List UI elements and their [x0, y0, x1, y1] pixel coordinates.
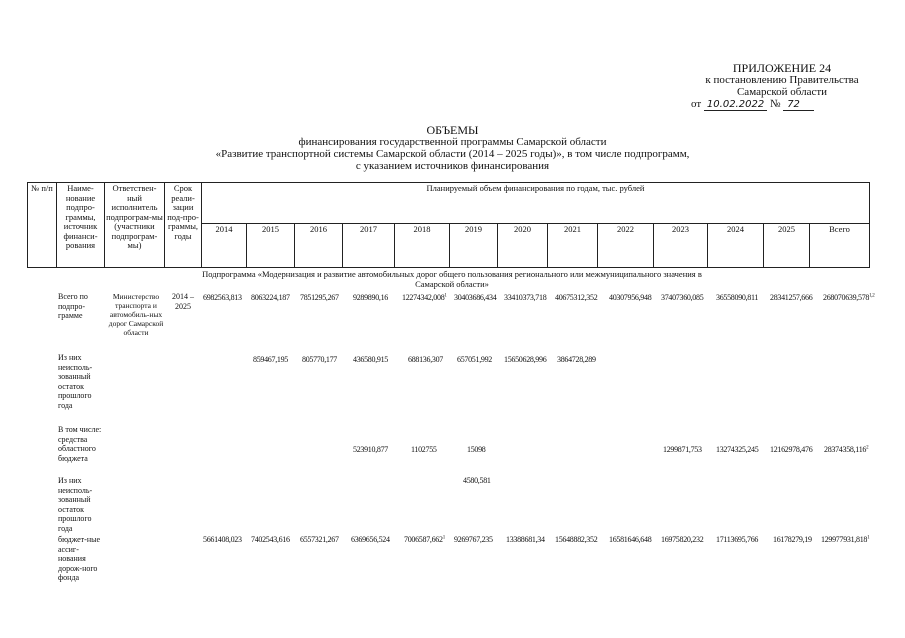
value-2014: 6982563,813 — [203, 293, 242, 302]
title-line1: финансирования государственной программы Самарской области — [298, 136, 607, 148]
value-2024: 13274325,245 — [716, 445, 759, 454]
value-2018 — [402, 293, 447, 302]
header-term: Срок реали-зации под-про-граммы, годы — [165, 183, 202, 268]
value-2025: 28341257,666 — [770, 293, 813, 302]
value-2018 — [404, 535, 445, 544]
value-2019: 15098 — [467, 445, 486, 454]
header-year: 2016 — [295, 224, 343, 268]
title-line2: «Развитие транспортной системы Самарской области (2014 – 2025 годы)», в том числе подпрограмм, — [215, 148, 690, 160]
header-year: 2023 — [654, 224, 708, 268]
header-year: 2020 — [498, 224, 548, 268]
value-total-amount: 129977931,818 — [821, 535, 868, 544]
value-2021: 3864728,289 — [557, 355, 596, 364]
value-2017: 436580,915 — [353, 355, 389, 364]
subprogram-title: Подпрограмма «Модернизация и развитие автомобильных дорог общего пользования регионального или межмуниципального значения в Самарской области» — [202, 269, 702, 289]
header-year: 2014 — [202, 224, 247, 268]
value-2025: 12162978,476 — [770, 445, 813, 454]
footnote-mark: 1 — [867, 535, 870, 541]
date-prefix: от — [691, 98, 702, 110]
value-2021: 15648882,352 — [555, 535, 598, 544]
value-2015: 8063224,187 — [251, 293, 290, 302]
row-unused2-label: Из них неисполь-зованный остаток прошлого года — [58, 476, 93, 533]
footnote-mark: 2 — [866, 445, 869, 451]
value-2015: 859467,195 — [253, 355, 289, 364]
decree-date-line — [691, 98, 867, 111]
header-num: № п/п — [28, 183, 57, 268]
header-planned: Планируемый объем финансирования по годам, тыс. рублей — [202, 183, 870, 224]
row-roadfund-label: бюджет-ные ассиг-нования дорож-ного фонда — [58, 535, 101, 582]
value-total — [824, 445, 868, 454]
title-main: ОБЪЕМЫ — [426, 123, 479, 137]
value-2019: 657051,992 — [457, 355, 493, 364]
decree-date: 10.02.2022 — [704, 99, 767, 111]
row-total-label: Всего по подпро-грамме — [58, 292, 88, 320]
value-2017: 9289890,16 — [353, 293, 389, 302]
appendix-title: ПРИЛОЖЕНИЕ 24 — [732, 61, 832, 75]
value-2020: 33410373,718 — [504, 293, 547, 302]
value-2022: 40307956,948 — [609, 293, 652, 302]
value-2019: 4580,581 — [463, 476, 491, 485]
value-total-amount: 268070639,578 — [823, 293, 870, 302]
header-year-total: Всего — [810, 224, 870, 268]
header-year: 2018 — [395, 224, 450, 268]
decree-number: 72 — [783, 99, 814, 111]
header-year: 2015 — [247, 224, 295, 268]
value-2024: 36558090,811 — [716, 293, 759, 302]
value-2023: 16975820,232 — [661, 535, 704, 544]
value-2024: 17113695,766 — [716, 535, 759, 544]
footnote-mark: 1 — [444, 293, 447, 299]
header-year: 2021 — [548, 224, 598, 268]
value-2018: 688136,307 — [408, 355, 444, 364]
value-2016: 805770,177 — [302, 355, 338, 364]
value-2018-amount: 12274342,008 — [402, 293, 445, 302]
header-name: Наиме-нование подпро-граммы, источник финанси-рования — [57, 183, 105, 268]
value-2021: 40675312,352 — [555, 293, 598, 302]
header-year: 2025 — [764, 224, 810, 268]
document-title — [0, 124, 905, 172]
row-total-term: 2014 – 2025 — [172, 292, 194, 311]
value-2016: 7851295,267 — [300, 293, 339, 302]
row-regional-label: В том числе: средства областного бюджета — [58, 425, 102, 463]
value-2019: 30403686,434 — [454, 293, 497, 302]
value-2025: 16178279,19 — [773, 535, 812, 544]
header-year: 2024 — [708, 224, 764, 268]
value-2018-amount: 7006587,662 — [404, 535, 443, 544]
row-unused1-label: Из них неисполь-зованный остаток прошлого года — [58, 353, 93, 410]
value-2022: 16581646,648 — [609, 535, 652, 544]
value-total-amount: 28374358,116 — [824, 445, 867, 454]
value-2018: 1102755 — [411, 445, 437, 454]
header-year: 2022 — [598, 224, 654, 268]
value-total — [823, 293, 874, 302]
header-year: 2019 — [450, 224, 498, 268]
appendix-line2: к постановлению Правительства — [705, 74, 859, 86]
table-body — [27, 269, 877, 629]
footnote-mark: 1,2 — [869, 293, 875, 299]
row-total-executor: Министерство транспорта и автомобиль-ных дорог Самарской области — [108, 292, 164, 337]
value-2016: 6557321,267 — [300, 535, 339, 544]
value-2023: 37407360,085 — [661, 293, 704, 302]
value-2014: 5661408,023 — [203, 535, 242, 544]
value-2015: 7402543,616 — [251, 535, 290, 544]
header-year: 2017 — [343, 224, 395, 268]
header-executor: Ответствен-ный исполнитель подпрограм-мы (участники подпрограм-мы) — [105, 183, 165, 268]
number-prefix: № — [769, 98, 781, 110]
footnote-mark: 1 — [442, 535, 445, 541]
financing-table-header — [27, 182, 870, 268]
value-2019: 9269767,235 — [454, 535, 493, 544]
value-2020: 13388681,34 — [506, 535, 545, 544]
value-2020: 15650628,996 — [504, 355, 547, 364]
value-2017: 523910,877 — [353, 445, 389, 454]
appendix-line3: Самарской области — [736, 86, 828, 98]
value-2017: 6369656,524 — [351, 535, 390, 544]
value-total — [821, 535, 869, 544]
appendix-header — [691, 61, 867, 111]
title-line3: с указанием источников финансирования — [355, 160, 550, 172]
value-2023: 1299871,753 — [663, 445, 702, 454]
